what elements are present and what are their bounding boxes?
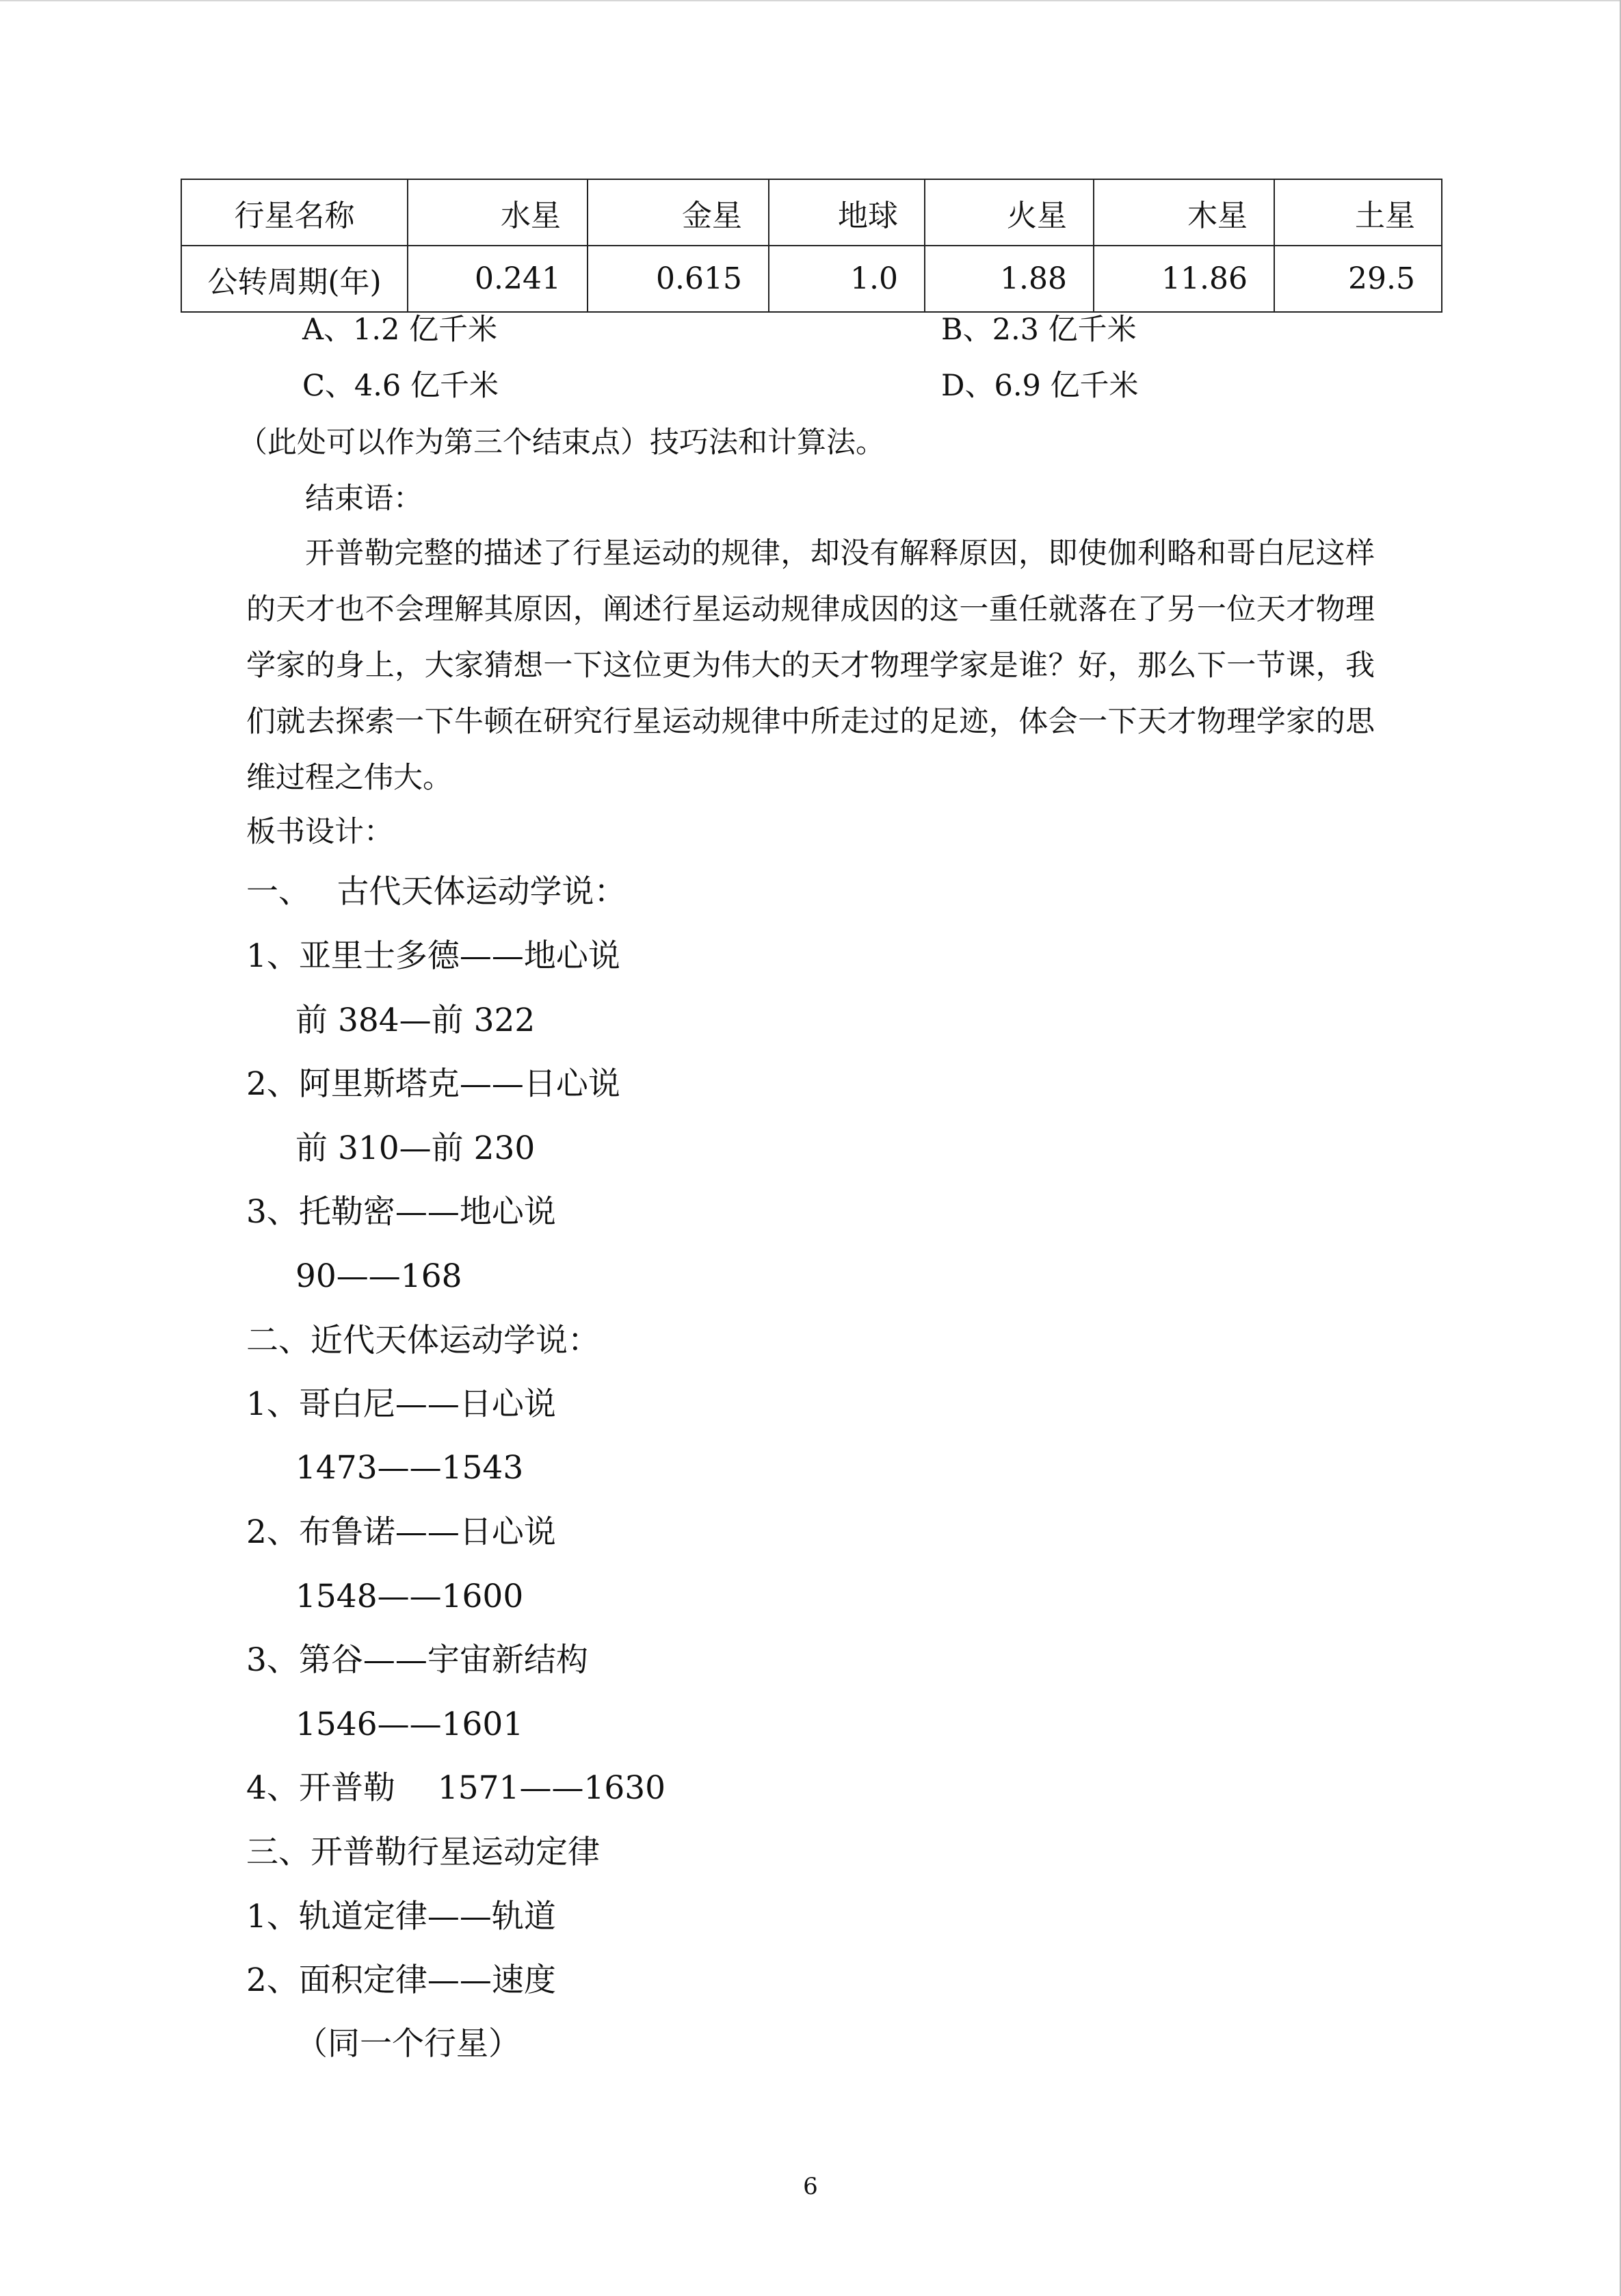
date-range: 1548——1600 <box>295 1578 524 1615</box>
table-cell: 1.88 <box>925 246 1094 312</box>
closing-paragraph: 开普勒完整的描述了行星运动的规律，却没有解释原因，即使伽利略和哥白尼这样的天才也不会理解其原因，阐述行星运动规律成因的这一重任就落在了另一位天才物理学家的身上，大家猜想一下这位更为伟大的天才物理学家是谁？好，那么下一节课，我们就去探索一下牛顿在研究行星运动规律中所走过的足迹，体会一下天才物理学家的思维过程之伟大。 <box>246 536 1375 795</box>
closing-heading: 结束语： <box>305 482 423 516</box>
list-item: 1、轨道定律——轨道 <box>246 1898 556 1935</box>
table-cell: 公转周期(年) <box>181 246 408 312</box>
list-item: 3、第谷——宇宙新结构 <box>246 1641 588 1679</box>
table-header-row <box>181 179 1442 246</box>
date-range: 前 384—前 322 <box>295 1002 536 1039</box>
list-item-note: （同一个行星） <box>295 2025 520 2063</box>
option-d: D、6.9 亿千米 <box>941 369 1139 403</box>
table-cell: 1.0 <box>769 246 925 312</box>
list-item: 1、哥白尼——日心说 <box>246 1385 556 1423</box>
list-item: 2、面积定律——速度 <box>246 1961 556 1999</box>
list-item: 4、开普勒 1571——1630 <box>246 1769 666 1807</box>
date-range: 1546——1601 <box>295 1706 524 1743</box>
note-line: （此处可以作为第三个结束点）技巧法和计算法。 <box>238 426 885 460</box>
table-cell: 0.615 <box>588 246 769 312</box>
option-c: C、4.6 亿千米 <box>302 369 499 403</box>
page-number: 6 <box>803 2173 818 2200</box>
section-two-title: 二、近代天体运动学说： <box>246 1322 600 1359</box>
option-b: B、2.3 亿千米 <box>941 313 1137 347</box>
list-item: 1、亚里士多德——地心说 <box>246 937 620 975</box>
list-item: 3、托勒密——地心说 <box>246 1193 556 1231</box>
table-cell: 水星 <box>408 179 588 246</box>
board-heading: 板书设计： <box>246 815 393 849</box>
table-row <box>181 246 1442 312</box>
list-item: 2、布鲁诺——日心说 <box>246 1513 556 1551</box>
table-cell: 29.5 <box>1274 246 1442 312</box>
table-cell: 11.86 <box>1094 246 1274 312</box>
page-top-edge <box>0 0 1621 1</box>
table-cell: 金星 <box>588 179 769 246</box>
table-cell: 木星 <box>1094 179 1274 246</box>
option-a: A、1.2 亿千米 <box>302 313 498 347</box>
date-range: 90——168 <box>295 1257 462 1295</box>
table-cell: 0.241 <box>408 246 588 312</box>
table-cell: 土星 <box>1274 179 1442 246</box>
table-cell: 行星名称 <box>181 179 408 246</box>
date-range: 前 310—前 230 <box>295 1130 536 1167</box>
planet-period-table <box>181 179 1442 313</box>
list-item: 2、阿里斯塔克——日心说 <box>246 1065 620 1103</box>
table-cell: 火星 <box>925 179 1094 246</box>
date-range: 1473——1543 <box>295 1449 524 1487</box>
table-cell: 地球 <box>769 179 925 246</box>
section-one-title: 一、 古代天体运动学说： <box>246 873 627 911</box>
section-three-title: 三、开普勒行星运动定律 <box>246 1834 600 1871</box>
